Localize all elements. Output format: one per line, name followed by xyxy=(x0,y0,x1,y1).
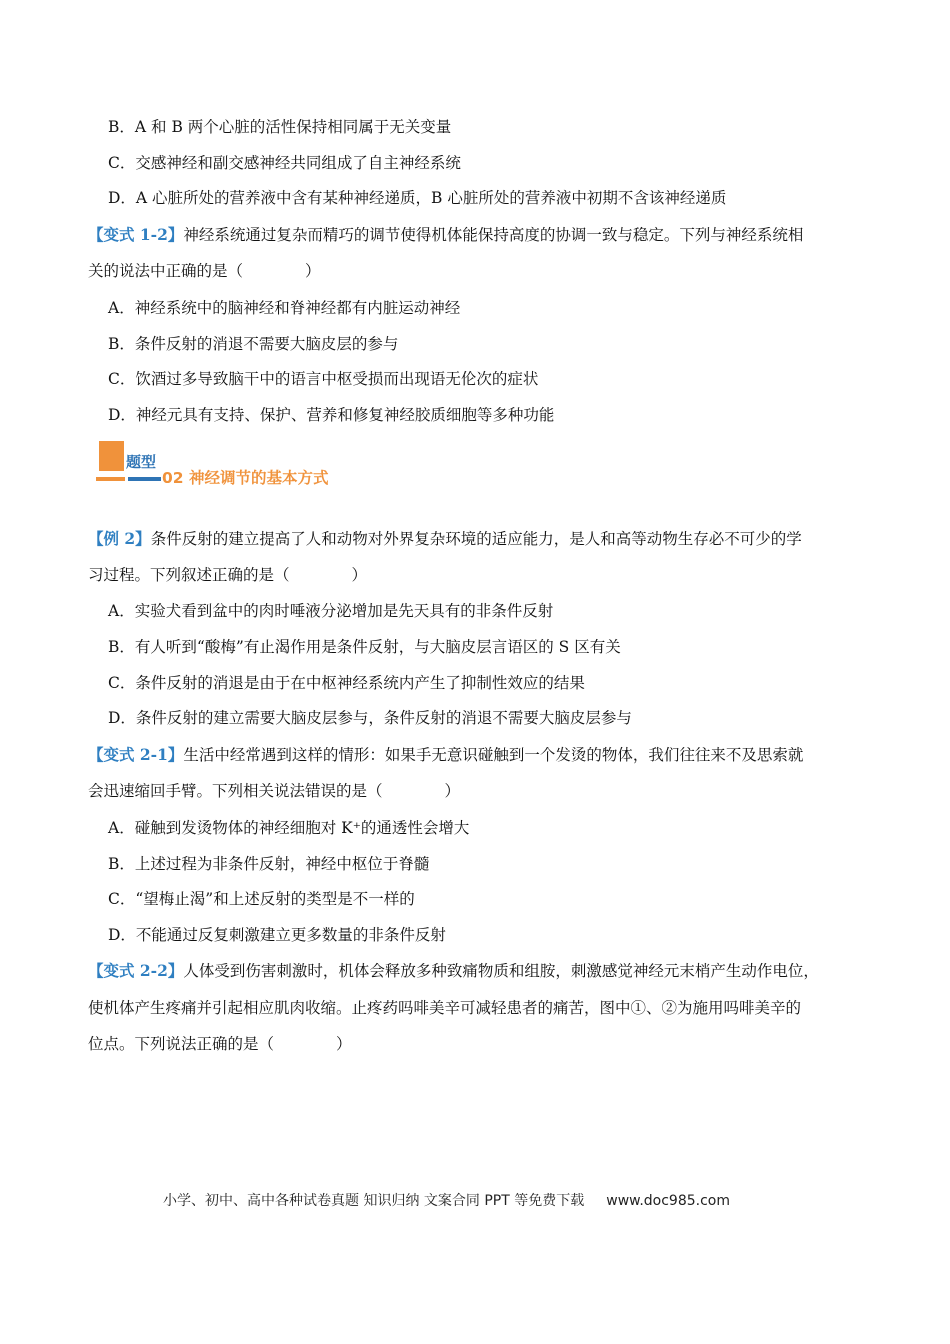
variant-1-2-option-c: C．饮酒过多导致脑干中的语言中枢受损而出现语无伦次的症状 xyxy=(108,370,539,388)
variant-2-2-stem-line3: 位点。下列说法正确的是（ ） xyxy=(88,1035,352,1053)
example-2-option-c: C．条件反射的消退是由于在中枢神经系统内产生了抑制性效应的结果 xyxy=(108,674,585,692)
variant-1-2-option-d: D．神经元具有支持、保护、营养和修复神经胶质细胞等多种功能 xyxy=(108,406,555,424)
section-header xyxy=(96,441,356,489)
variant-1-2-option-a: A．神经系统中的脑神经和脊神经都有内脏运动神经 xyxy=(108,299,461,317)
variant-2-1-stem-line1 xyxy=(88,744,803,766)
example-2-option-d: D．条件反射的建立需要大脑皮层参与，条件反射的消退不需要大脑皮层参与 xyxy=(108,709,632,727)
example-2-stem-line1 xyxy=(88,528,802,550)
q1-option-b: B．A 和 B 两个心脏的活性保持相同属于无关变量 xyxy=(108,118,452,136)
example-2-option-a: A．实验犬看到盆中的肉时唾液分泌增加是先天具有的非条件反射 xyxy=(108,602,554,620)
variant-1-2-text: 神经系统通过复杂而精巧的调节使得机体能保持高度的协调一致与稳定。下列与神经系统相 xyxy=(183,226,804,244)
section-title: 02 神经调节的基本方式 xyxy=(162,469,329,487)
variant-2-1-stem-line2: 会迅速缩回手臂。下列相关说法错误的是（ ） xyxy=(88,782,461,800)
variant-2-2-text: 人体受到伤害刺激时，机体会释放多种致痛物质和组胺，刺激感觉神经元末梢产生动作电位， xyxy=(183,962,819,980)
footer-text: 小学、初中、高中各种试卷真题 知识归纳 文案合同 PPT 等免费下载 xyxy=(163,1193,585,1209)
variant-2-2-stem-line1 xyxy=(88,960,819,982)
variant-1-2-option-b: B．条件反射的消退不需要大脑皮层的参与 xyxy=(108,335,399,353)
example-2-option-b: B．有人听到“酸梅”有止渴作用是条件反射，与大脑皮层言语区的 S 区有关 xyxy=(108,638,621,656)
section-badge-label: 题型 xyxy=(126,453,157,471)
variant-2-1-option-d: D．不能通过反复刺激建立更多数量的非条件反射 xyxy=(108,926,446,944)
variant-1-2-stem-line2: 关的说法中正确的是（ ） xyxy=(88,262,321,280)
q1-option-d: D．A 心脏所处的营养液中含有某种神经递质，B 心脏所处的营养液中初期不含该神经递质 xyxy=(108,189,727,207)
variant-2-1-option-a: A．碰触到发烫物体的神经细胞对 K⁺的通透性会增大 xyxy=(108,819,470,837)
variant-2-2-tag: 【变式 2-2】 xyxy=(88,961,184,980)
section-badge-square xyxy=(99,441,124,471)
variant-2-2-stem-line2: 使机体产生疼痛并引起相应肌肉收缩。止疼药吗啡美辛可减轻患者的痛苦，图中①、②为施用吗啡美辛的 xyxy=(88,999,802,1017)
variant-2-1-tag: 【变式 2-1】 xyxy=(88,745,184,764)
q1-option-c: C．交感神经和副交感神经共同组成了自主神经系统 xyxy=(108,154,461,172)
example-2-tag: 【例 2】 xyxy=(88,529,151,548)
variant-1-2-stem-line1 xyxy=(88,224,803,246)
variant-2-1-option-b: B．上述过程为非条件反射，神经中枢位于脊髓 xyxy=(108,855,430,873)
variant-1-2-tag: 【变式 1-2】 xyxy=(88,225,184,244)
example-2-text: 条件反射的建立提高了人和动物对外界复杂环境的适应能力，是人和高等动物生存必不可少的学 xyxy=(150,530,802,548)
variant-2-1-option-c: C．“望梅止渴”和上述反射的类型是不一样的 xyxy=(108,890,415,908)
section-underline-blue xyxy=(128,477,161,481)
variant-2-1-text: 生活中经常遇到这样的情形：如果手无意识碰触到一个发烫的物体，我们往往来不及思索就 xyxy=(183,746,804,764)
footer-url: www.doc985.com xyxy=(606,1193,730,1209)
section-underline-orange xyxy=(96,477,125,481)
example-2-stem-line2: 习过程。下列叙述正确的是（ ） xyxy=(88,566,368,584)
page-footer xyxy=(163,1190,730,1210)
